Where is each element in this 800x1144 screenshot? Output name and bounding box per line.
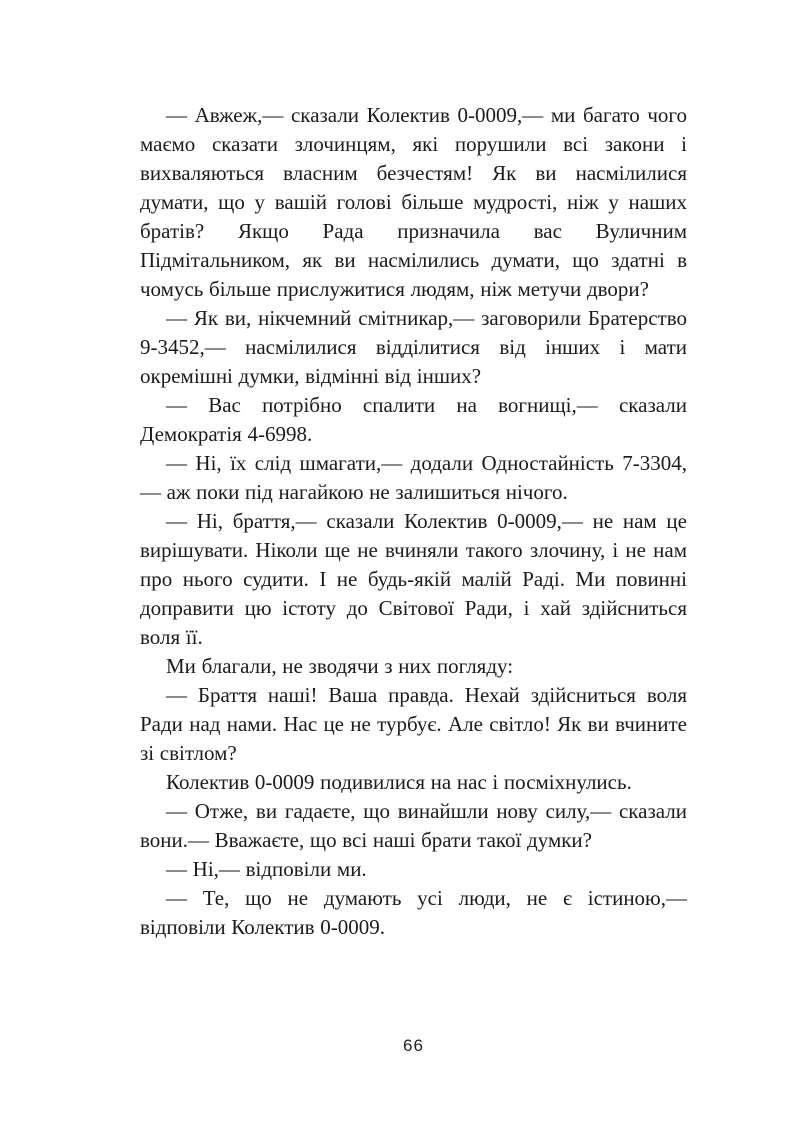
body-text-block bbox=[140, 101, 687, 942]
paragraph: — Ні,— відповіли ми. bbox=[166, 857, 367, 881]
paragraph: Колектив 0-0009 подивилися на нас і посміхнулись. bbox=[166, 770, 632, 794]
paragraph: Ми благали, не зводячи з них погляду: bbox=[166, 654, 514, 678]
paragraph: — Ні, їх слід шмагати,— додали Одностайність 7-3304,— аж поки під нагайкою не залишиться нічого. bbox=[140, 451, 687, 504]
page-number: 66 bbox=[403, 1036, 424, 1055]
paragraph: — Отже, ви гадаєте, що винайшли нову силу,— сказали вони.— Вважаєте, що всі наші брати такої думки? bbox=[140, 799, 687, 852]
paragraph: — Вас потрібно спалити на вогнищі,— сказали Демократія 4-6998. bbox=[140, 393, 687, 446]
paragraph: — Як ви, нікчемний смітникар,— заговорили Братерство 9-3452,— насмілилися відділитися від інших і мати окремішні думки, відмінні від інших? bbox=[140, 306, 687, 388]
paragraph: — Авжеж,— сказали Колектив 0-0009,— ми багато чого маємо сказати злочинцям, які порушили всі закони і вихваляються власним безчестям! Як ви насмілилися думати, що у вашій голові більше мудрості, ніж у наших братів? Якщо Рада призначила вас Вуличним Підмітальником, як ви насмілились думати, що здатні в чомусь більше прислужитися людям, ніж метучи двори? bbox=[140, 103, 687, 301]
paragraph: — Ні, браття,— сказали Колектив 0-0009,— не нам це вирішувати. Ніколи ще не вчиняли такого злочину, і не нам про нього судити. І не будь-якій малій Раді. Ми повинні доправити цю істоту до Світової Ради, і хай здійсниться воля її. bbox=[140, 509, 687, 649]
paragraph: — Те, що не думають усі люди, не є істиною,— відповіли Колектив 0-0009. bbox=[140, 886, 687, 939]
paragraph: — Браття наші! Ваша правда. Нехай здійсниться воля Ради над нами. Нас це не турбує. Але світло! Як ви вчините зі світлом? bbox=[140, 683, 687, 765]
